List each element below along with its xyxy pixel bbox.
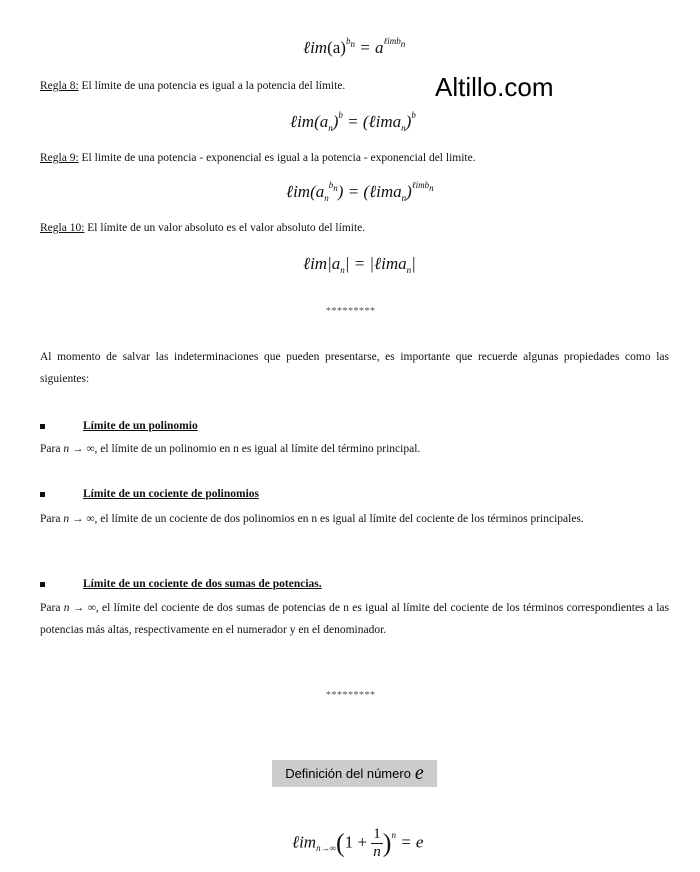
formula-text: ℓim: [303, 38, 328, 57]
formula-number-e: ℓim$_{n\to\infty}$(1 + $\frac{1}{n}$ )$^n$ = e: [292, 826, 424, 860]
separator: *********: [326, 306, 376, 317]
section-title: Definición del número: [285, 766, 411, 781]
property-paragraph: Para n → ∞, el límite del cociente de dos sumas de potencias de n es igual al límite del cociente de los términos correspondientes a las potencias más altas, respectivamente en el numerador y en el denominador.: [40, 602, 670, 636]
rule-9: [40, 152, 476, 164]
property-paragraph: Para n → ∞, el límite de un polinomio en n es igual al límite del término principal.: [40, 443, 421, 455]
property-paragraph: Para n → ∞, el límite de un cociente de dos polinomios en n es igual al límite del cociente de los términos principales.: [40, 513, 584, 525]
formula-exponent: ℓimbn: [383, 36, 406, 49]
formula-exponent: bn: [345, 36, 355, 49]
rule-text: El límite de un valor absoluto es el valor absoluto del límite.: [84, 222, 366, 234]
property-title: Límite de un cociente de dos sumas de potencias.: [83, 578, 322, 590]
property-heading: [40, 420, 198, 432]
rule-tag: Regla 9:: [40, 152, 79, 164]
intro-paragraph: Al momento de salvar las indeterminaciones que pueden presentarse, es importante que recuerde algunas propiedades como las siguientes:: [40, 351, 669, 385]
separator: *********: [326, 690, 376, 701]
formula-text: (a): [327, 38, 346, 57]
formula-rule-8: $\ell im(a_n)^b$ = (ℓima$_n$)$^b$: [290, 110, 416, 133]
rule-8: [40, 80, 345, 92]
bullet-icon: [40, 582, 45, 587]
rule-text: El límite de una potencia es igual a la potencia del límite.: [78, 80, 346, 92]
section-symbol: e: [414, 762, 424, 784]
property-title: Límite de un polinomio: [83, 420, 198, 432]
property-heading: [40, 578, 322, 590]
section-heading: [272, 760, 437, 787]
rule-tag: Regla 8:: [40, 80, 79, 92]
rule-10: [40, 222, 365, 234]
rule-tag: Regla 10:: [40, 222, 85, 234]
watermark-logo: Altillo.com: [435, 72, 554, 102]
property-heading: [40, 488, 259, 500]
formula-rule-9: $\ell im(a_n^{b_n})$ = (ℓima$_n$)$^{\ell imb_n}$: [286, 180, 434, 203]
rule-text: El limite de una potencia - exponencial es igual a la potencia - exponencial del limite.: [78, 152, 476, 164]
bullet-icon: [40, 424, 45, 429]
formula-limit-power: [303, 38, 405, 58]
property-title: Límite de un cociente de polinomios: [83, 488, 260, 500]
formula-rule-10: $\ell im|a_n|$ = |ℓima$_n$|: [303, 254, 416, 275]
fraction: $\frac{1}{n}$: [373, 826, 381, 860]
bullet-icon: [40, 492, 45, 497]
formula-text: = a: [354, 38, 384, 57]
